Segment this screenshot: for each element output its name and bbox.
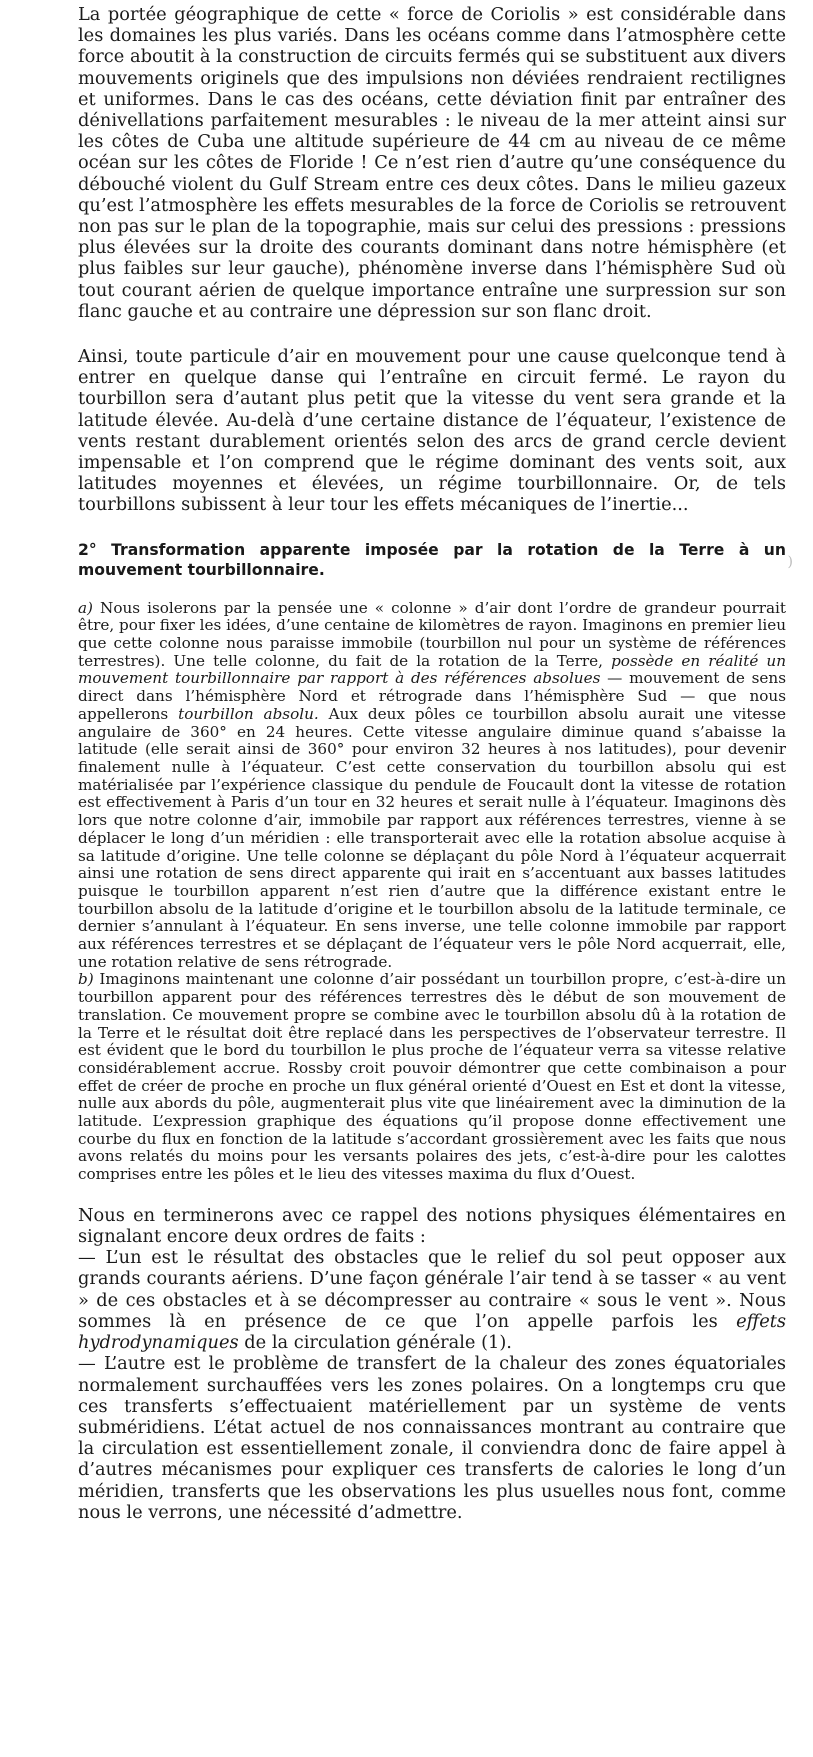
subparagraph-a-label: a) (78, 598, 93, 617)
subparagraph-a-text-1: Nous isolerons par la pensée une « colonne » d’air dont l’ordre de grandeur pourrait être, pour fixer les idées, d’une centaine de kilomètres de rayon. Imaginons en premier lieu que cette colonne nous paraisse immobile (tourbillon nul pour un système de références terrestres). Une telle colonne, du fait de la rotation de la Terre, (78, 598, 786, 670)
subparagraph-a-text-3: Aux deux pôles ce tourbillon absolu aurait une vitesse angulaire de 360° en 24 heures. Cette vitesse angulaire diminue quand s’abaisse la latitude (elle serait ainsi de 360° pour environ 32 heures à nos latitudes), pour devenir finalement nulle à l’équateur. C’est cette conservation du tourbillon absolu qui est matérialisée par l’expérience classique du pendule de Foucault dont la vitesse de rotation est effectivement à Paris d’un tour en 32 heures et serait nulle à l’équateur. Imaginons dès lors que notre colonne d’air, immobile par rapport aux références terrestres, vienne à se déplacer le long d’un méridien : elle transporterait avec elle la rotation absolue acquise à sa latitude d’origine. Une telle colonne se déplaçant du pôle Nord à l’équateur acquerrait ainsi une rotation de sens direct apparente qui irait en s’accentuant aux basses latitudes puisque le tourbillon apparent n’est rien d’autre que la différence existant entre le tourbillon absolu de la latitude d’origine et le tourbillon absolu de la latitude terminale, ce dernier s’annulant à l’équateur. En sens inverse, une telle colonne immobile par rapport aux références terrestres et se déplaçant de l’équateur vers le pôle Nord acquerrait, elle, une rotation relative de sens rétrograde. (78, 704, 786, 971)
subparagraph-a (78, 600, 786, 972)
page-content (78, 4, 786, 1523)
subparagraph-a-text-2: — mouvement de sens direct dans l’hémisphère Nord et rétrograde dans l’hémisphère Sud — que nous appellerons (78, 669, 786, 723)
paragraph-coriolis-scope (78, 4, 786, 322)
closing-item-1-text-2: de la circulation générale (1). (238, 1332, 512, 1354)
section-heading: 2° Transformation apparente imposée par la rotation de la Terre à un mouvement tourbillonnaire. (78, 540, 786, 579)
closing-intro: Nous en terminerons avec ce rappel des notions physiques élémentaires en signalant encore deux ordres de faits : (78, 1204, 786, 1248)
closing-item-obstacles (78, 1247, 786, 1353)
subparagraph-a-italic-2: tourbillon absolu. (178, 704, 319, 723)
closing-item-1-text-1: — L’un est le résultat des obstacles que le relief du sol peut opposer aux grands courants aériens. D’une façon générale l’air tend à se tasser « au vent » de ces obstacles et à se décompresser au contraire « sous le vent ». Nous sommes là en présence de ce que l’on appelle parfois les (78, 1247, 786, 1332)
closing-item-heat-transfer: — L’autre est le problème de transfert de la chaleur des zones équatoriales normalement surchauffées vers les zones polaires. On a longtemps cru que ces transferts s’effectuaient matériellement par un système de vents subméridiens. L’état actuel de nos connaissances montrant au contraire que la circulation est essentiellement zonale, il conviendra donc de faire appel à d’autres mécanismes pour expliquer ces transferts de calories le long d’un méridien, transferts que les observations les plus usuelles nous font, comme nous le verrons, une nécessité d’admettre. (78, 1353, 786, 1523)
paragraph-1-text: La portée géographique de cette « force de Coriolis » est considérable dans les domaines les plus variés. Dans les océans comme dans l’atmosphère cette force aboutit à la construction de circuits fermés qui se substituent aux divers mouvements originels que des impulsions non déviées rendraient rectilignes et uniformes. Dans le cas des océans, cette déviation finit par entraîner des dénivellations parfaitement mesurables : le niveau de la mer atteint ainsi sur les côtes de Cuba une altitude supérieure de 44 cm au niveau de ce même océan sur les côtes de Floride ! Ce n’est rien d’autre qu’une conséquence du débouché violent du Gulf Stream entre ces deux côtes. Dans le milieu gazeux qu’est l’atmosphère les effets mesurables de la force de Coriolis se retrouvent non pas sur le plan de la topographie, mais sur celui des pressions : pressions plus élevées sur la droite des courants dominant dans notre hémisphère (et plus faibles sur leur gauche), phénomène inverse dans l’hémisphère Sud où tout courant aérien de quelque importance entraîne une surpression sur son flanc gauche et au contraire une dépression sur son flanc droit. (78, 4, 786, 322)
subparagraph-b-text: Imaginons maintenant une colonne d’air possédant un tourbillon propre, c’est-à-dire un tourbillon apparent pour des références terrestres dès le début de son mouvement de translation. Ce mouvement propre se combine avec le tourbillon absolu dû à la rotation de la Terre et le résultat doit être replacé dans les perspectives de l’observateur terrestre. Il est évident que le bord du tourbillon le plus proche de l’équateur verra sa vitesse relative considérablement accrue. Rossby croit pouvoir démontrer que cette combinaison a pour effet de créer de proche en proche un flux général orienté d’Ouest en Est et dont la vitesse, nulle aux abords du pôle, augmenterait plus vite que linéairement avec la diminution de la latitude. L’expression graphique des équations qu’il propose donne effectivement une courbe du flux en fonction de la latitude s’accordant grossièrement avec les faits que nous avons relatés du moins pour les versants polaires des jets, c’est-à-dire pour les calottes comprises entre les pôles et le lieu des vitesses maxima du flux d’Ouest. (78, 970, 786, 1184)
closing-section (78, 1205, 786, 1523)
subparagraph-b (78, 971, 786, 1183)
margin-mark: ) (787, 554, 793, 570)
subparagraph-b-label: b) (78, 970, 94, 989)
closing-item-1-italic: effets hydrodynamiques (78, 1310, 786, 1354)
paragraph-vortex-regime (78, 346, 786, 516)
paragraph-2-text: Ainsi, toute particule d’air en mouvement pour une cause quelconque tend à entrer en quelque danse qui l’entraîne en circuit fermé. Le rayon du tourbillon sera d’autant plus petit que la vitesse du vent sera grande et la latitude élevée. Au-delà d’une certaine distance de l’équateur, l’existence de vents restant durablement orientés selon des arcs de grand cercle devient impensable et l’on comprend que le régime dominant des vents soit, aux latitudes moyennes et élevées, un régime tourbillonnaire. Or, de tels tourbillons subissent à leur tour les effets mécaniques de l’inertie... (78, 346, 786, 516)
subparagraph-a-italic-1: possède en réalité un mouvement tourbillonnaire par rapport à des références absolues (78, 651, 786, 688)
